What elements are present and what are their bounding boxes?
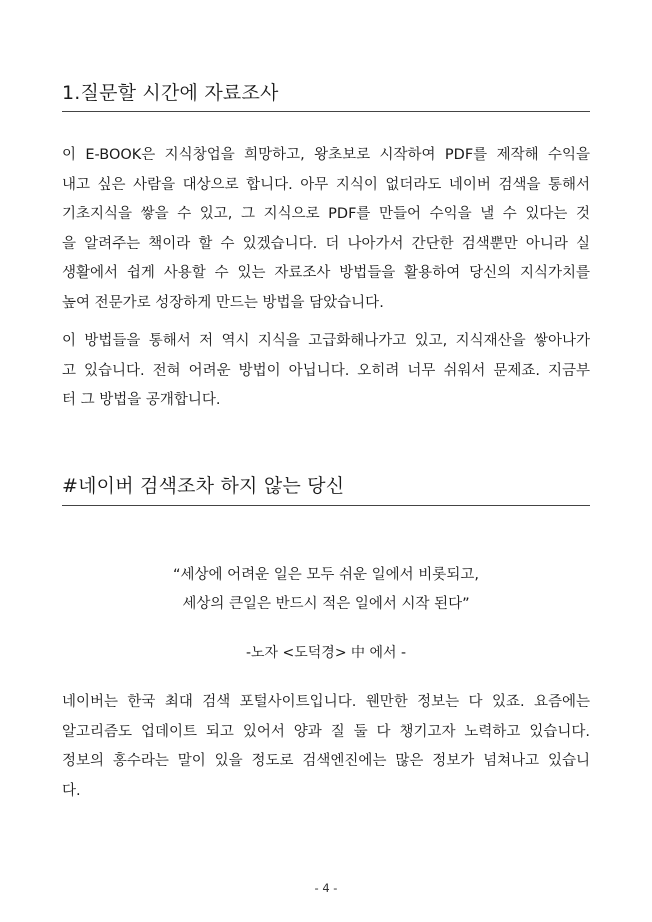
paragraph-line: 다. bbox=[62, 782, 81, 799]
paragraph-line: 정보의 홍수라는 말이 있을 정도로 검색엔진에는 많은 정보가 넘쳐나고 있습니 bbox=[62, 753, 590, 769]
paragraph-line: 내고 싶은 사람을 대상으로 합니다. 아무 지식이 없더라도 네이버 검색을 통해서 bbox=[62, 176, 590, 193]
paragraph-line: 네이버는 한국 최대 검색 포털사이트입니다. 웬만한 정보는 다 있죠. 요즘에는 bbox=[62, 694, 590, 710]
section-heading-2: #네이버 검색조차 하지 않는 당신 bbox=[62, 475, 345, 497]
paragraph-line: 터 그 방법을 공개합니다. bbox=[62, 392, 221, 408]
section-heading-1: 1.질문할 시간에 자료조사 bbox=[62, 82, 279, 104]
paragraph-line: 을 알려주는 책이라 할 수 있겠습니다. 더 나아가서 간단한 검색뿐만 아니라 실 bbox=[62, 235, 590, 252]
paragraph-line: 기초지식을 쌓을 수 있고, 그 지식으로 PDF를 만들어 수익을 낼 수 있다는 것 bbox=[62, 206, 590, 222]
paragraph-line: 고 있습니다. 전혀 어려운 방법이 아닙니다. 오히려 너무 쉬워서 문제죠. 지금부 bbox=[62, 362, 590, 379]
paragraph-methods bbox=[62, 327, 590, 416]
paragraph-line: 이 방법들을 통해서 저 역시 지식을 고급화해나가고 있고, 지식재산을 쌓아나가 bbox=[62, 333, 590, 349]
page-number: - 4 - bbox=[314, 881, 338, 895]
heading-underline-2 bbox=[62, 505, 590, 506]
paragraph-naver bbox=[62, 688, 590, 806]
quote-block bbox=[62, 561, 590, 619]
heading-underline-1 bbox=[62, 111, 590, 112]
paragraph-line: 높여 전문가로 성장하게 만드는 방법을 담았습니다. bbox=[62, 294, 384, 311]
quote-line: 세상의 큰일은 반드시 적은 일에서 시작 된다” bbox=[182, 596, 470, 612]
paragraph-intro bbox=[62, 141, 590, 318]
paragraph-line: 생활에서 쉽게 사용할 수 있는 자료조사 방법들을 활용하여 당신의 지식가치를 bbox=[62, 265, 590, 281]
paragraph-line: 알고리즘도 업데이트 되고 있어서 양과 질 둘 다 챙기고자 노력하고 있습니다. bbox=[62, 723, 590, 740]
quote-line: “세상에 어려운 일은 모두 쉬운 일에서 비롯되고, bbox=[173, 567, 479, 583]
quote-attribution: -노자 <도덕경> 中 에서 - bbox=[245, 645, 407, 661]
paragraph-line: 이 E-BOOK은 지식창업을 희망하고, 왕초보로 시작하여 PDF를 제작해 수익을 bbox=[62, 147, 590, 163]
